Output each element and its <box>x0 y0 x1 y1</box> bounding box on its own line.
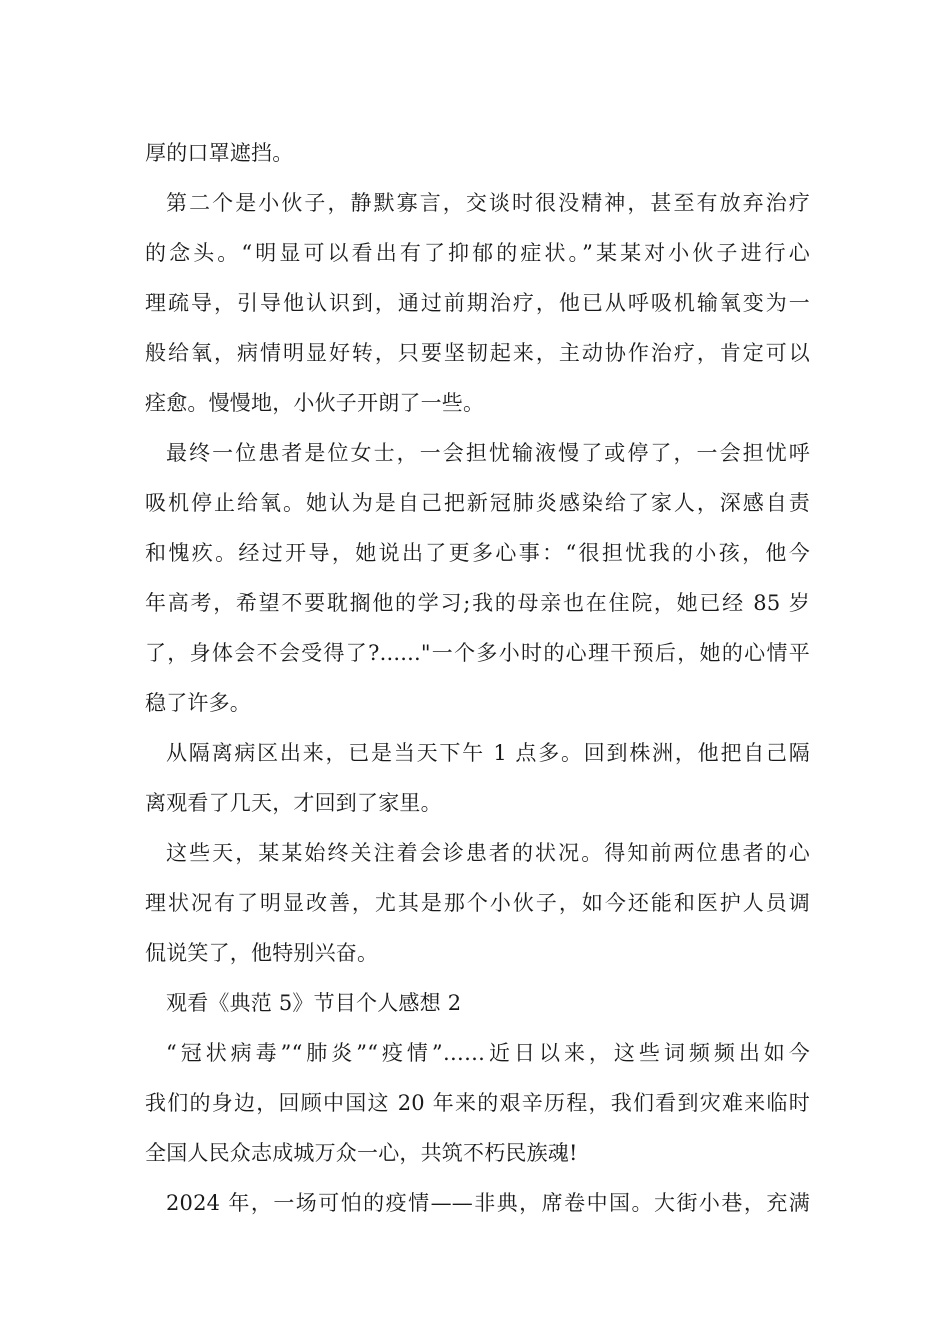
text-line: 厚的口罩遮挡。 <box>145 141 294 165</box>
text-line: 第二个是小伙子，静默寡言，交谈时很没精神，甚至有放弃治疗 <box>166 191 810 215</box>
text-line: 稳了许多。 <box>145 691 251 715</box>
text-line: 2024 年，一场可怕的疫情——非典，席卷中国。大街小巷，充满 <box>166 1191 810 1215</box>
text-line: 吸机停止给氧。她认为是自己把新冠肺炎感染给了家人，深感自责 <box>145 491 810 515</box>
text-line: 侃说笑了，他特别兴奋。 <box>145 941 379 965</box>
text-line: 了，身体会不会受得了?......"一个多小时的心理干预后，她的心情平 <box>145 641 810 665</box>
text-line: 从隔离病区出来，已是当天下午 1 点多。回到株洲，他把自己隔 <box>166 741 810 765</box>
text-line: 观看《典范 5》节目个人感想 2 <box>166 991 462 1015</box>
text-line: 这些天，某某始终关注着会诊患者的状况。得知前两位患者的心 <box>166 841 810 865</box>
text-line: 的念头。“明显可以看出有了抑郁的症状。”某某对小伙子进行心 <box>145 241 810 265</box>
text-line: 我们的身边，回顾中国这 20 年来的艰辛历程，我们看到灾难来临时 <box>145 1091 810 1115</box>
text-line: 离观看了几天，才回到了家里。 <box>145 791 442 815</box>
text-line: 全国人民众志成城万众一心，共筑不朽民族魂! <box>145 1141 578 1165</box>
text-line: 痊愈。慢慢地，小伙子开朗了一些。 <box>145 391 485 415</box>
text-line: 理疏导，引导他认识到，通过前期治疗，他已从呼吸机输氧变为一 <box>145 291 810 315</box>
text-line: 般给氧，病情明显好转，只要坚韧起来，主动协作治疗，肯定可以 <box>145 341 810 365</box>
document-body <box>145 128 810 1228</box>
text-line: 最终一位患者是位女士，一会担忧输液慢了或停了，一会担忧呼 <box>166 441 810 465</box>
text-line: 和愧疚。经过开导，她说出了更多心事：“很担忧我的小孩，他今 <box>145 541 810 565</box>
text-line: 年高考，希望不要耽搁他的学习;我的母亲也在住院，她已经 85 岁 <box>145 591 810 615</box>
text-line: “冠状病毒”“肺炎”“疫情”……近日以来，这些词频频出如今 <box>166 1041 810 1065</box>
text-line: 理状况有了明显改善，尤其是那个小伙子，如今还能和医护人员调 <box>145 891 810 915</box>
